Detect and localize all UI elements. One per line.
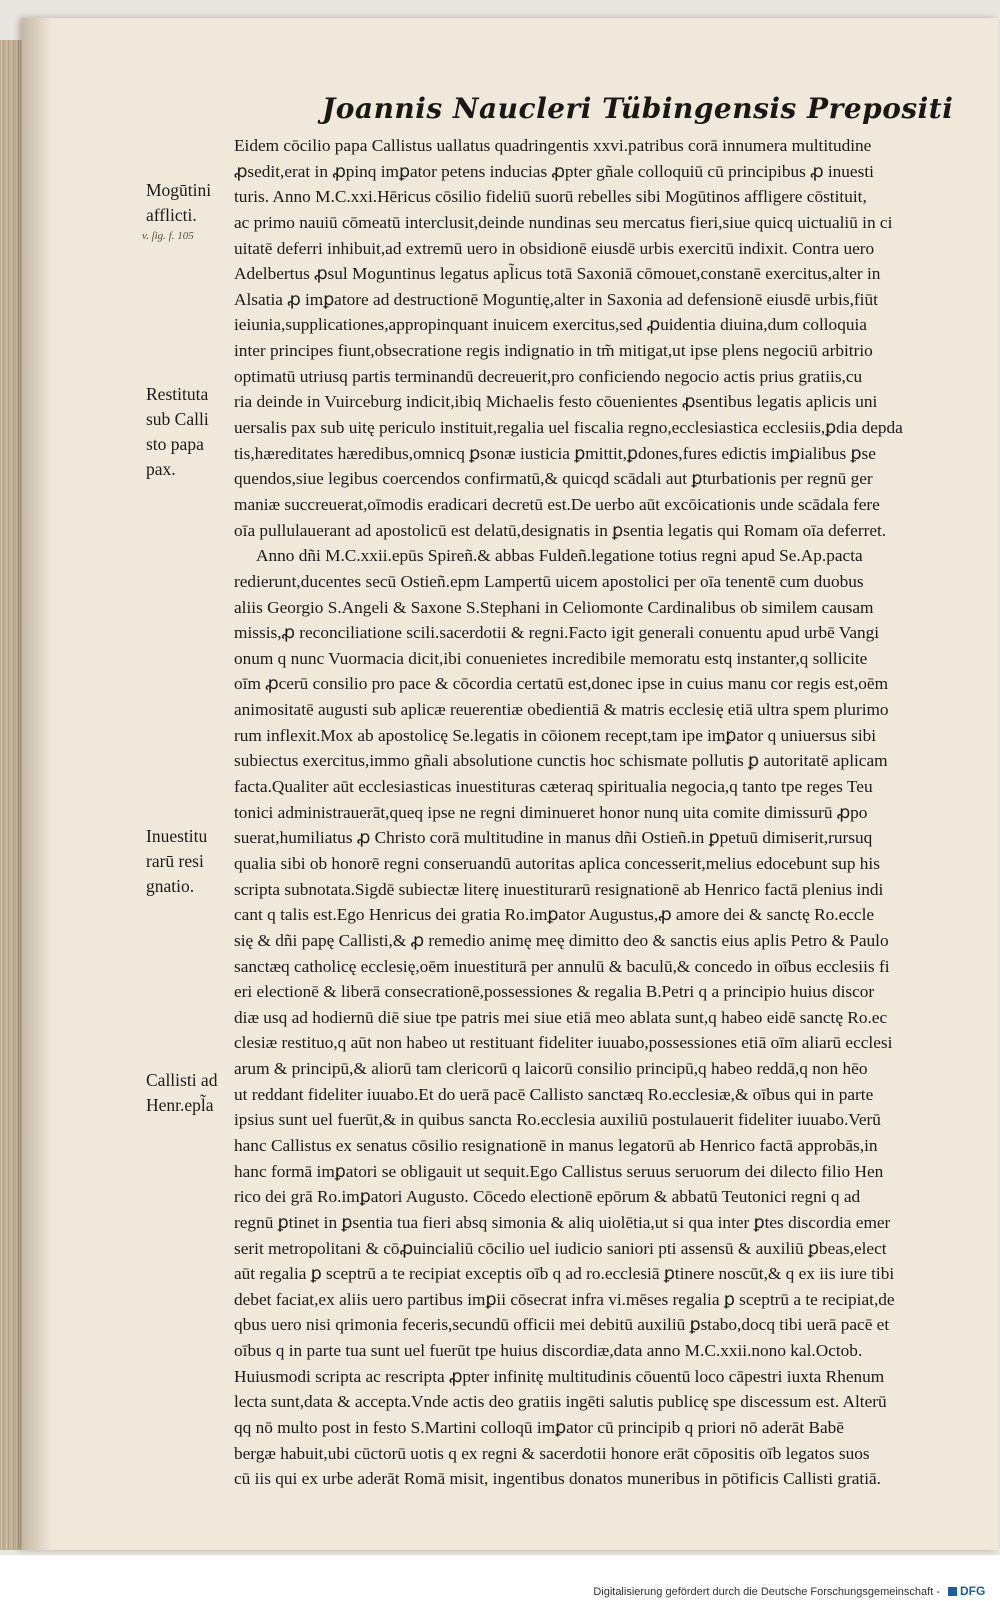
text-line: missis,ꝓ reconciliatione scili.sacerdotii & regni.Facto igit generali conuentu apud urbē Vangi xyxy=(234,623,880,643)
text-line: qualia sibi ob honorē regni conseruandū autoritas aplica concesserit,melius edocebunt sup his xyxy=(234,853,880,873)
text-line: redierunt,ducentes secū Ostieñ.epm Lampertū uicem apostolici per oīa tenentē cum duobus xyxy=(234,571,864,591)
text-line: tis,hæreditates hæredibus,omnicq ꝑsonæ iusticia ꝑmittit,ꝑdones,fures edictis imꝑialibus ꝑse xyxy=(234,443,876,463)
text-line: uitatē deferri inhibuit,ad extremū uero in obsidionē eiusdē urbis exercitū indixit. Contra uero xyxy=(234,238,875,258)
margin-note-line: Inuestitu xyxy=(146,826,208,846)
margin-note-line: Restituta xyxy=(146,384,209,404)
margin-note-moguntini xyxy=(146,178,236,228)
text-line: Anno dñi M.C.xxii.epūs Spireñ.& abbas Fuldeñ.legatione totius regni apud Se.Ap.pacta xyxy=(256,546,863,566)
text-line: Eidem cōcilio papa Callistus uallatus quadringentis xxvi.patribus corā innumera multitudine xyxy=(234,136,872,155)
text-line: rico dei grā Ro.imꝑatori Augusto. Cōcedo electionē epōrum & abbatū Teutonici regni q ad xyxy=(234,1187,861,1207)
margin-note-line: sub Calli xyxy=(146,409,209,429)
text-line: maniæ succreuerat,oīmodis eradicari decretū est.De uerbo aūt excōicationis unde scādala fere xyxy=(234,494,880,514)
text-line: hanc formā imꝑatori se obligauit ut sequit.Ego Callistus seruus seruorum dei dilecto filio Hen xyxy=(234,1161,884,1181)
main-text-block xyxy=(234,133,969,1492)
margin-note-line: afflicti. xyxy=(146,205,197,225)
text-line: hanc Callistus ex senatus cōsilio resignationē in manus legatorū ab Henrico factā approbās,in xyxy=(234,1135,878,1155)
text-line: oīa pullulauerant ad apostolicū est delatū,designatis in ꝑsentia legatis qui Romam oīa deferret. xyxy=(234,520,887,540)
text-line: ac primo nauiū cōmeatū interclusit,deinde nundinas seu mercatus fieri,siue quicq uictualiū in ci xyxy=(234,212,893,232)
text-line: subiectus exercitus,immo gñali absolutione cunctis hoc schismate pollutis ꝑ autoritatē aplicam xyxy=(234,751,888,771)
text-line: animositatē augusti sub aplicæ reuerentiæ obedientiā & matris ecclesię etiā ultra spem plurimo xyxy=(234,700,889,720)
text-line: bergæ habuit,ubi cūctorū uotis q ex regni & sacerdotii honore erāt cōpositis oīb legatos suos xyxy=(234,1443,870,1463)
text-line: się & dñi papę Callisti,& ꝓ remedio animę meę dimitto deo & sanctis eius aplis Petro & Paulo xyxy=(234,930,889,950)
text-line: quendos,siue legibus coercendos confirmatū,& quicqd scādali aut ꝑturbationis per regnū ger xyxy=(234,469,873,489)
text-line: regnū ꝑtinet in ꝑsentia tua fieri absq simonia & aliq uiolētia,ut si qua inter ꝑtes discordia emer xyxy=(234,1212,891,1232)
text-line: cant q talis est.Ego Henricus dei gratia Ro.imꝑator Augustus,ꝓ amore dei & sanctę Ro.eccle xyxy=(234,905,875,925)
text-line: oībus q in parte tua sunt uel fuerūt tpe huius discordiæ,data anno M.C.xxii.nono kal.Octob. xyxy=(234,1341,863,1361)
text-line: Adelbertus ꝓsul Moguntinus legatus apl̃icus totā Saxoniā cōmouet,constanē exercitus,alter in xyxy=(234,264,881,284)
dfg-logo: DFG xyxy=(948,1583,988,1599)
text-line: oīm ꝓcerū consilio pro pace & cōcordia certatū est,donec ipse in cuius manu cor regis est,oēm xyxy=(234,674,889,694)
text-line: Huiusmodi scripta ac rescripta ꝓpter infinitę multitudinis cōuentū loco cāpestri iuxta Rhenum xyxy=(234,1366,885,1386)
text-line: ria deinde in Vuirceburg indicit,ibiq Michaelis festo cōuenientes ꝓsentibus legatis aplicis uni xyxy=(234,392,878,412)
margin-note-callisti xyxy=(146,1068,236,1118)
text-line: turis. Anno M.C.xxi.Hēricus cōsilio fideliū suorū rebelles sibi Mogūtinos affligere cōstituit, xyxy=(234,187,867,207)
text-line: ut reddant fideliter iuuabo.Et do uerā pacē Callisto sanctæq Ro.ecclesiæ,& oībus qui in parte xyxy=(234,1084,874,1104)
funding-credit: Digitalisierung gefördert durch die Deutsche Forschungsgemeinschaft - xyxy=(593,1586,940,1598)
margin-note-restituta xyxy=(146,382,236,482)
margin-note-line: gnatio. xyxy=(146,876,195,896)
text-line: ieiunia,supplicationes,appropinquant inuicem exercitus,sed ꝓuidentia diuina,dum colloquia xyxy=(234,315,867,335)
text-line: Alsatia ꝓ imꝑatore ad destructionē Moguntię,alter in Saxonia ad defensionē eiusdē urbis,fiūt xyxy=(234,289,878,309)
text-line: sanctæq catholicę ecclesię,oēm inuestiturā per annulū & baculū,& concedo in oībus ecclesiis fi xyxy=(234,956,890,976)
text-line: ꝓsedit,erat in ꝓpinq imꝑator petens inducias ꝓpter gñale colloquiū cū principibus ꝓ inuesti xyxy=(234,161,874,181)
text-line: onum q nunc Vuormacia dicit,ibi conuenietes incredibile memoratu estq instanter,q sollicite xyxy=(234,648,868,668)
text-line: ipsius sunt uel fuerūt,& in quibus sancta Ro.ecclesia auxiliū postulauerit fideliter iuuabo.Verū xyxy=(234,1110,881,1130)
text-line: clesiæ restituo,q aūt non habeo ut restituant fideliter iuuabo,possessiones etiā oīm aliarū ecclesi xyxy=(234,1033,893,1053)
margin-note-inuestiturarum xyxy=(146,824,236,899)
gutter-shadow xyxy=(22,18,52,1550)
text-line: serit metropolitani & cōꝓuincialiū cōcilio uel iudicio saniori pti assensū & auxiliū ꝑbeas,elect xyxy=(234,1238,887,1258)
text-line: cū iis qui ex urbe aderāt Romā misit, ingentibus donatos muneribus in pōtificis Callisti gratiā. xyxy=(234,1469,881,1489)
text-line: uersalis pax sub uitę periculo instituit,regalia uel fiscalia regno,ecclesiastica ecclesiis,ꝑdia depda xyxy=(234,418,903,438)
text-line: diæ usq ad hodiernū diē siue tpe patris mei siue etiā meo ablata sunt,q habeo eidē sanctę Ro.ec xyxy=(234,1007,888,1027)
margin-note-line: rarū resi xyxy=(146,851,204,871)
text-line: lecta sunt,data & accepta.Vnde actis deo gratiis ingēti salutis publicę spe discessum est. Alterū xyxy=(234,1392,887,1412)
margin-note-line: sto papa xyxy=(146,434,204,454)
text-line: debet faciat,ex aliis uero partibus imꝑii cōsecrat infra vi.mēses regalia ꝑ sceptrū a te recipiat,de xyxy=(234,1289,895,1309)
text-line: arum & principū,& aliorū tam clericorū q laicorū consilio principū,q habeo reddā,q non hēo xyxy=(234,1059,868,1079)
margin-note-line: pax. xyxy=(146,459,176,479)
text-line: optimatū utriusq partis terminandū decreuerit,pro conficiendo negocio actis prius gratiis,cu xyxy=(234,366,863,386)
text-line: qq nō multo post in festo S.Martini colloqū imꝑator cū principib q priori nō aderāt Babē xyxy=(234,1418,844,1438)
margin-note-line: Mogūtini xyxy=(146,180,212,200)
margin-note-line: Callisti ad xyxy=(146,1070,218,1090)
text-line: eri electionē & liberā consecrationē,possessiones & regalia B.Petri q a principio huius discor xyxy=(234,982,875,1002)
running-head: Joannis Naucleri Tübingensis Prepositi xyxy=(322,92,954,125)
text-line: tonici administrauerāt,queq ipse ne regni diminueret honor nunq uita comite dimissurū ꝓpo xyxy=(234,802,868,822)
margin-note-line: Henr.epl̃a xyxy=(146,1095,214,1115)
text-line: aliis Georgio S.Angeli & Saxone S.Stephani in Celiomonte Cardinalibus ob similem causam xyxy=(234,597,874,617)
text-line: facta.Qualiter aūt ecclesiasticas inuestituras cæteraq spiritualia negocia,q tanto tpe reges Teu xyxy=(234,777,873,797)
text-line: inter principes fiunt,obsecratione regis indignatio in tm̃ mitigat,ut ipse plens negociū arbitrio xyxy=(234,341,873,361)
text-line: aūt regalia ꝑ sceptrū a te recipiat exceptis oīb q ad ro.ecclesiā ꝑtinere noscūt,& q ex iis iure tibi xyxy=(234,1264,895,1284)
text-line: suerat,humiliatus ꝓ Christo corā multitudine in manus dñi Ostieñ.in ꝑpetuū dimiserit,rursuq xyxy=(234,828,873,848)
text-line: scripta subnotata.Sigdē subiectæ literę inuestiturarū resignationē ab Henrico factā plenius indi xyxy=(234,879,884,899)
text-line: qbus uero nisi qrimonia feceris,secundū officii mei debitū auxiliū ꝑstabo,docq tibi uerā pacē et xyxy=(234,1315,890,1335)
handwritten-annotation: v. ſig. f. 105 xyxy=(142,230,194,242)
text-line: rum inflexit.Mox ab apostolicę Se.legatis in cōionem recept,tam ipe imꝑator q uniuersus sibi xyxy=(234,725,877,745)
